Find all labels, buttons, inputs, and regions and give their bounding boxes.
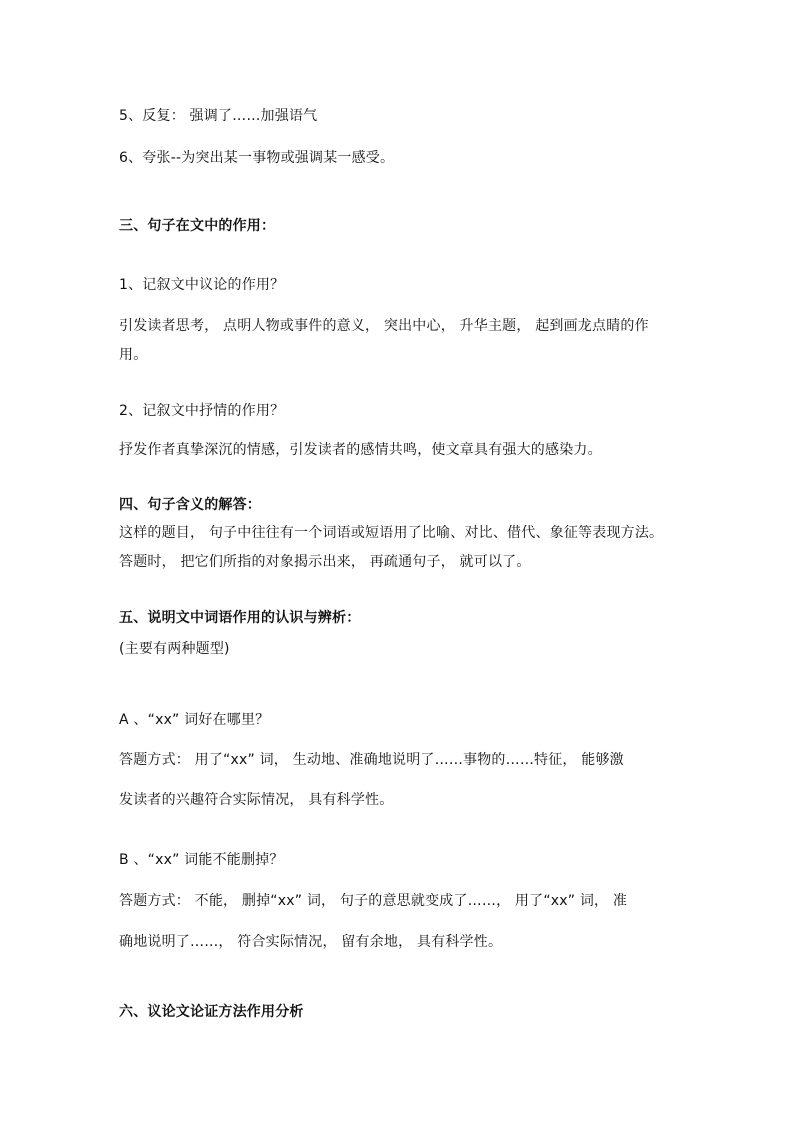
section-6-heading: 六、议论文论证方法作用分析 — [119, 1004, 304, 1020]
answer-1: 引发读者思考， 点明人物或事件的意义， 突出中心， 升华主题， 起到画龙点睛的作用。 — [119, 318, 649, 363]
question-1: 1、记叙文中议论的作用？ — [119, 277, 285, 293]
question-2: 2、记叙文中抒情的作用？ — [119, 403, 285, 419]
answer-b-line-1: 答题方式： 不能， 删掉“xx” 词， 句子的意思就变成了……， 用了“xx” 词， 准 — [119, 893, 628, 909]
answer-a-line-2: 发读者的兴趣符合实际情况， 具有科学性。 — [119, 792, 394, 808]
section-4-body: 这样的题目， 句子中往往有一个词语或短语用了比喻、对比、借代、象征等表现方法。答题时， 把它们所指的对象揭示出来， 再疏通句子， 就可以了。 — [119, 525, 664, 570]
point-5-repetition: 5、反复： 强调了……加强语气 — [119, 108, 318, 124]
section-4-heading: 四、句子含义的解答： — [119, 497, 261, 513]
question-a: A 、“xx” 词好在哪里？ — [119, 712, 270, 728]
point-6-exaggeration: 6、夸张--为突出某一事物或强调某一感受。 — [119, 150, 395, 166]
question-b: B 、“xx” 词能不能删掉？ — [119, 852, 284, 868]
answer-2: 抒发作者真挚深沉的情感，引发读者的感情共鸣，使文章具有强大的感染力。 — [119, 442, 602, 458]
section-5-heading: 五、说明文中词语作用的认识与辨析： — [119, 610, 361, 626]
section-3-heading: 三、句子在文中的作用： — [119, 218, 276, 234]
answer-b-line-2: 确地说明了……， 符合实际情况， 留有余地， 具有科学性。 — [119, 934, 503, 950]
answer-a-line-1: 答题方式： 用了“xx” 词， 生动地、准确地说明了……事物的……特征， 能够激 — [119, 752, 624, 768]
section-5-subtitle: (主要有两种题型) — [119, 641, 230, 657]
